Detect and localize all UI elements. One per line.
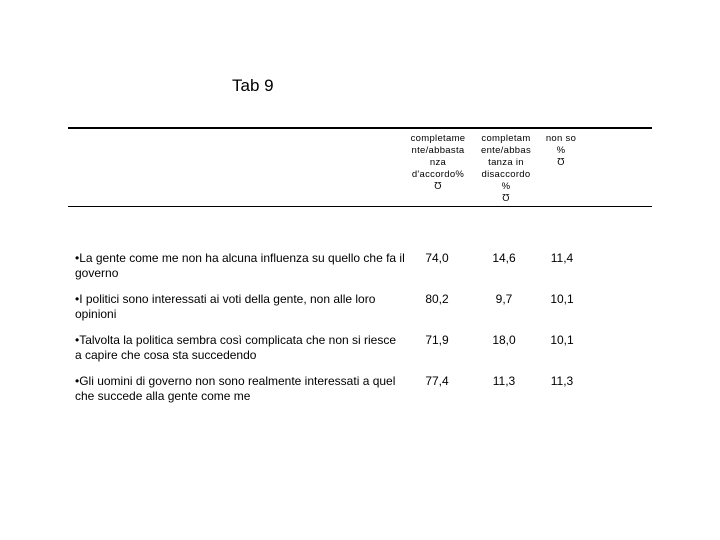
column-header-disagree-label: completam ente/abbas tanza in disaccordo % <box>480 133 531 192</box>
table-row <box>75 333 635 367</box>
row-value-disagree: 11,3 <box>492 374 516 388</box>
row-value-agree: 77,4 <box>425 374 449 388</box>
row-value-disagree: 9,7 <box>495 292 513 306</box>
row-value-agree: 71,9 <box>425 333 449 347</box>
column-header-dont-know-symbol: Ʊ <box>557 157 565 168</box>
table-row <box>75 292 635 326</box>
row-value-agree: 80,2 <box>425 292 449 306</box>
column-header-disagree-symbol: Ʊ <box>502 193 510 204</box>
table-title: Tab 9 <box>232 76 274 95</box>
column-header-agree <box>404 133 472 193</box>
table-row <box>75 374 635 408</box>
column-header-dont-know-label: non so % <box>545 133 577 156</box>
row-statement: •I politici sono interessati ai voti della gente, non alle loro opinioni <box>75 292 376 321</box>
column-header-dont-know <box>536 133 586 169</box>
row-statement: •Talvolta la politica sembra così complicata che non si riesce a capire che cosa sta succedendo <box>75 333 397 362</box>
column-header-agree-label: completame nte/abbasta nza d'accordo% <box>410 133 466 180</box>
column-header-disagree <box>474 133 538 205</box>
row-value-dont-know: 11,3 <box>550 374 574 388</box>
row-value-disagree: 18,0 <box>492 333 516 347</box>
row-value-dont-know: 10,1 <box>550 292 574 306</box>
row-statement: •Gli uomini di governo non sono realmente interessati a quel che succede alla gente come me <box>75 374 396 403</box>
column-header-agree-symbol: Ʊ <box>434 181 442 192</box>
row-statement: •La gente come me non ha alcuna influenza su quello che fa il governo <box>75 251 405 280</box>
row-value-disagree: 14,6 <box>492 251 516 265</box>
row-value-dont-know: 10,1 <box>550 333 574 347</box>
row-value-agree: 74,0 <box>425 251 449 265</box>
row-value-dont-know: 11,4 <box>550 251 574 265</box>
table-header-rule <box>68 206 652 207</box>
table-top-rule <box>68 127 652 129</box>
table-row <box>75 251 635 285</box>
